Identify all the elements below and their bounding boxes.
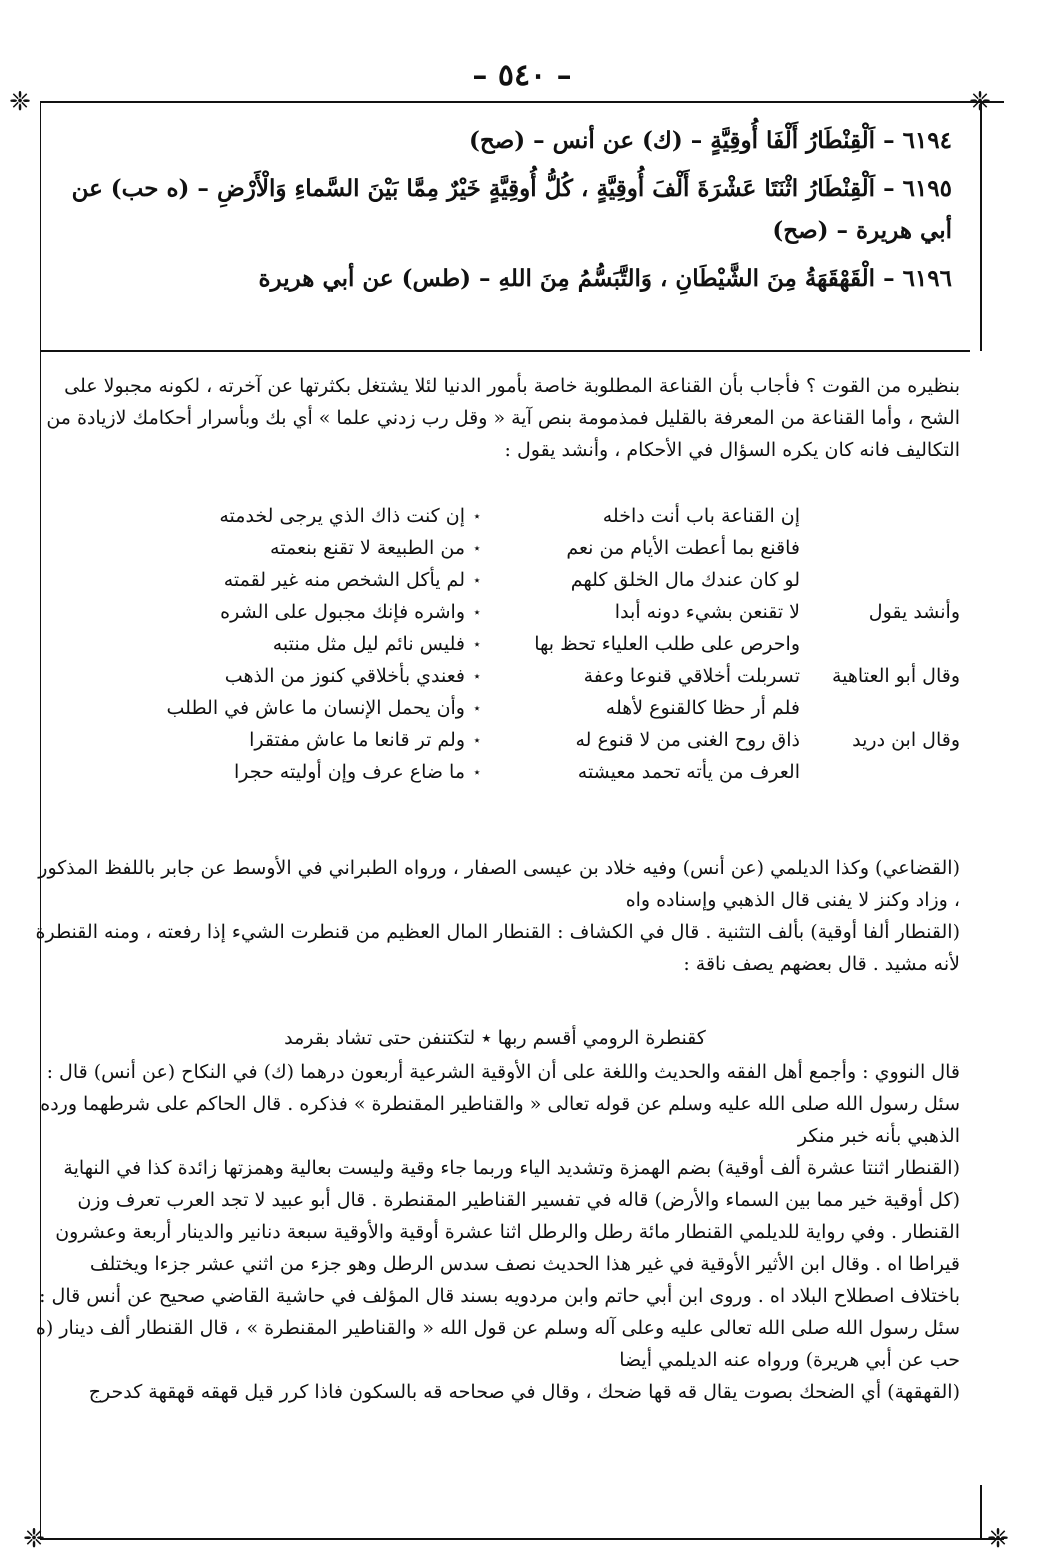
commentary-paragraph: بنظيره من القوت ؟ فأجاب بأن القناعة المطلوبة خاصة بأمور الدنيا لئلا يشتغل بكثرتها عن آخرته ، لكونه مجبولا على الشح ، وأما القناعة من المعرفة بالقليل فمذمومة بنص آية « وقل رب زدني علما » أي بك وبأسرار أحكامك لازيادة من التكاليف فانه كان يكره السؤال في الأحكام ، وأنشد يقول :: [46, 375, 960, 461]
verse-line: لو كان عندك مال الخلق كلهم ٭ لم يأكل الشخص منه غير لقمته: [30, 564, 960, 596]
verse-separator-icon: ٭: [473, 573, 481, 587]
corner-ornament-icon: ❈: [987, 1524, 1009, 1554]
verse-line: وقال ابن دريد ذاق روح الغنى من لا قنوع له ٭ ولم تر قانعا ما عاش مفتقرا: [30, 724, 960, 756]
frame-divider-line: [40, 350, 970, 352]
commentary-paragraph: (القضاعي) وكذا الديلمي (عن أنس) وفيه خلاد بن عيسى الصفار ، ورواه الطبراني في الأوسط عن جابر باللفظ المذكور ، وزاد وكنز لا يفنى قال الذهبي وإسناده واه: [38, 857, 960, 911]
commentary-paragraph: (القهقهة) أي الضحك بصوت يقال قه قها ضحك ، وقال في صحاحه قه بالسكون فاذا كرر قيل قهقه قهقهة كدحرج: [88, 1381, 960, 1403]
commentary-paragraph: (القنطار ألفا أوقية) بألف التثنية . قال في الكشاف : القنطار المال العظيم من قنطرت الشيء إذا رفعته ، ومنه القنطرة لأنه مشيد . قال بعضهم يصف ناقة :: [35, 921, 960, 975]
corner-ornament-icon: ❈: [23, 1524, 45, 1554]
hadith-6195: ٦١٩٥ – اَلْقِنْطَارُ اثْنَتَا عَشْرَةَ أَلْفَ أُوقِيَّةٍ ، كُلُّ أُوقِيَّةٍ خَيْرٌ مِمَّا بَيْنَ السَّماءِ وَالْأَرْضِ – (ه حب) عن أبي هريرة – (صح): [71, 175, 952, 244]
verse-line: واحرص على طلب العلياء تحظ بها ٭ فليس نائم ليل مثل منتبه: [30, 628, 960, 660]
frame-right-line-lower: [980, 1485, 982, 1540]
verse-separator-icon: ٭: [473, 733, 481, 747]
verse-line: العرف من يأته تحمد معيشته ٭ ما ضاع عرف وإن أوليته حجرا: [30, 756, 960, 788]
frame-bottom-line: [40, 1538, 1004, 1540]
verse-separator-icon: ٭: [473, 669, 481, 683]
verse-separator-icon: ٭: [473, 605, 481, 619]
commentary-top: [30, 370, 960, 466]
verse-line: وقال أبو العتاهية تسربلت أخلاقي قنوعا وعفة ٭ فعندي بأخلاقي كنوز من الذهب: [30, 660, 960, 692]
verse-separator-icon: ٭: [473, 541, 481, 555]
single-verse: كقنطرة الرومي أقسم ربها ٭ لتكتنفن حتى تشاد بقرمد: [284, 1027, 706, 1049]
verse-line: فاقنع بما أعطت الأيام من نعم ٭ من الطبيعة لا تقنع بنعمته: [30, 532, 960, 564]
verse-separator-icon: ٭: [473, 509, 481, 523]
hadith-6196: ٦١٩٦ – الْقَهْقَهَةُ مِنَ الشَّيْطَانِ ، وَالتَّبَسُّمُ مِنَ اللهِ – (طس) عن أبي هريرة: [258, 265, 952, 292]
page-number: – ٥٤٠ –: [472, 58, 572, 93]
corner-ornament-icon: ❈: [969, 87, 991, 117]
commentary-middle: [30, 852, 960, 980]
verse-separator-icon: ٭: [473, 637, 481, 651]
verse-separator-icon: ٭: [473, 701, 481, 715]
hadith-section: [34, 120, 952, 306]
frame-top-line: [40, 101, 1004, 103]
verse-separator-icon: ٭: [473, 765, 481, 779]
commentary-bottom: [30, 1056, 960, 1408]
corner-ornament-icon: ❈: [9, 87, 31, 117]
poetry-block: [30, 500, 960, 788]
commentary-paragraph: (القنطار اثنتا عشرة ألف أوقية) بضم الهمزة وتشديد الياء وربما جاء وقية وليست بعالية وهمزتها زائدة كذا في النهاية (كل أوقية خير مما بين السماء والأرض) قاله في تفسير القناطير المقنطرة . قال أبو عبيد لا تجد العرب تعرف وزن القنطار . وفي رواية للديلمي القنطار مائة رطل والرطل اثنا عشرة أوقية والأوقية سبعة دنانير والدينار أربعة وعشرون قيراطا اه . وقال ابن الأثير الأوقية في غير هذا الحديث نصف سدس الرطل وهو جزء من اثني عشر جزءا ويختلف باختلاف اصطلاح البلاد اه . وروى ابن أبي حاتم وابن مردويه بسند قال المؤلف في حاشية القاضي صحيح عن أنس قال : سئل رسول الله صلى الله تعالى عليه وعلى آله وسلم عن قول الله « والقناطير المقنطرة » ، قال القنطار ألف دينار (ه حب عن أبي هريرة) ورواه عنه الديلمي أيضا: [35, 1157, 960, 1371]
verse-line: فلم أر حظا كالقنوع لأهله ٭ وأن يحمل الإنسان ما عاش في الطلب: [30, 692, 960, 724]
hadith-6194: ٦١٩٤ – اَلْقِنْطَارُ أَلْفَا أُوقِيَّةٍ – (ك) عن أنس – (صح): [469, 127, 952, 154]
frame-right-line: [980, 101, 982, 351]
verse-line: إن القناعة باب أنت داخله ٭ إن كنت ذاك الذي يرجى لخدمته: [30, 500, 960, 532]
commentary-paragraph: قال النووي : وأجمع أهل الفقه والحديث واللغة على أن الأوقية الشرعية أربعون درهما (ك) في النكاح (عن أنس) قال : سئل رسول الله صلى الله عليه وسلم عن قوله تعالى « والقناطير المقنطرة » فذكره . قال الحاكم على شرطهما ورده الذهبي بأنه خبر منكر: [40, 1061, 960, 1147]
verse-line: وأنشد يقول لا تقنعن بشيء دونه أبدا ٭ واشره فإنك مجبول على الشره: [30, 596, 960, 628]
